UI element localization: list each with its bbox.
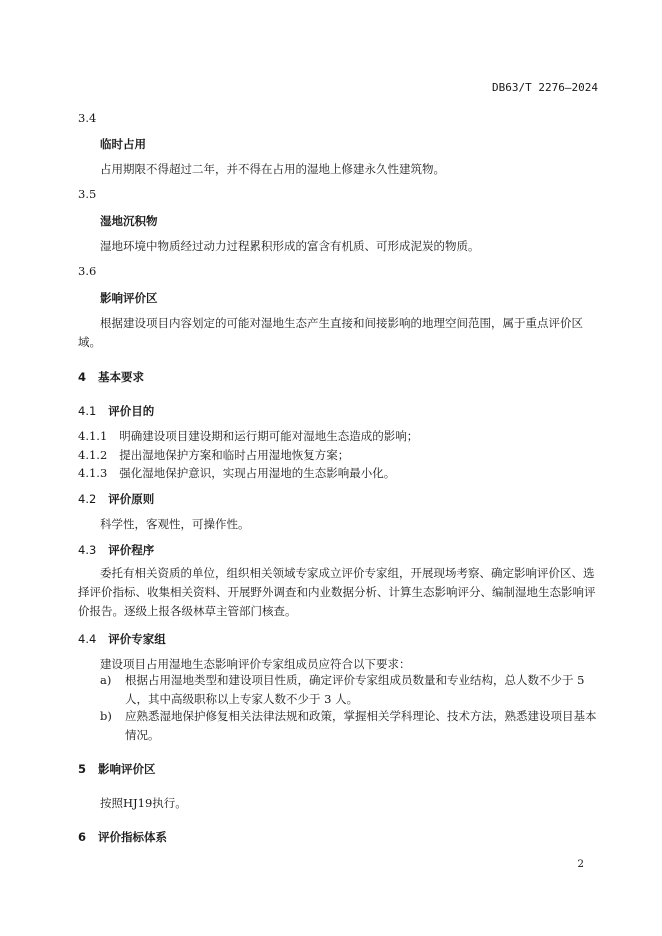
chapter-title: 影响评价区 xyxy=(98,762,156,776)
term-definition: 湿地环境中物质经过动力过程累积形成的富含有机质、可形成泥炭的物质。 xyxy=(100,239,480,253)
section-number: 4.3 xyxy=(78,543,97,557)
section-number: 4.4 xyxy=(78,632,97,646)
paragraph: 按照HJ19执行。 xyxy=(100,796,187,810)
item-text: 明确建设项目建设期和运行期可能对湿地生态造成的影响； xyxy=(119,429,419,443)
section-title: 评价原则 xyxy=(108,492,155,506)
term-title: 临时占用 xyxy=(100,137,146,151)
list-item xyxy=(78,465,395,481)
item-number: 4.1.1 xyxy=(78,429,108,443)
chapter-number: 6 xyxy=(78,830,87,844)
list-item-text: 根据占用湿地类型和建设项目性质，确定评价专家组成员数量和专业结构，总人数不少于 5 人，其中高级职称以上专家人数不少于 3 人。 xyxy=(125,673,585,706)
document-code: DB63/T 2276—2024 xyxy=(492,81,598,94)
item-text: 提出湿地保护方案和临时占用湿地恢复方案； xyxy=(119,448,350,462)
list-item-text: 应熟悉湿地保护修复相关法律法规和政策，掌握相关学科理论、技术方法，熟悉建设项目基本情况。 xyxy=(125,709,597,742)
section-heading xyxy=(78,403,154,419)
paragraph: 委托有相关资质的单位，组织相关领域专家成立评价专家组，开展现场考察、确定影响评价区、选择评价指标、收集相关资料、开展野外调查和内业数据分析、计算生态影响评分、编制湿地生态影响评价报告。逐级上报各级林草主管部门核查。 xyxy=(78,566,596,618)
section-number: 4.2 xyxy=(78,492,97,506)
chapter-heading xyxy=(78,829,167,845)
term-definition: 根据建设项目内容划定的可能对湿地生态产生直接和间接影响的地理空间范围，属于重点评价区域。 xyxy=(78,316,583,349)
list-label: b) xyxy=(100,709,112,723)
section-title: 评价程序 xyxy=(108,543,155,557)
section-number: 3.6 xyxy=(78,264,97,278)
page-number: 2 xyxy=(577,858,584,870)
section-heading xyxy=(78,542,154,558)
chapter-title: 基本要求 xyxy=(98,370,145,384)
term-title: 湿地沉积物 xyxy=(100,214,158,228)
section-heading xyxy=(78,491,154,507)
term-title: 影响评价区 xyxy=(100,291,158,305)
list-item xyxy=(78,428,418,444)
chapter-heading xyxy=(78,761,156,777)
chapter-number: 4 xyxy=(78,370,87,384)
term-definition: 占用期限不得超过二年，并不得在占用的湿地上修建永久性建筑物。 xyxy=(100,162,445,176)
chapter-heading xyxy=(78,369,144,385)
chapter-number: 5 xyxy=(78,762,87,776)
section-number: 4.1 xyxy=(78,404,97,418)
paragraph: 建设项目占用湿地生态影响评价专家组成员应符合以下要求： xyxy=(100,657,411,671)
section-number: 3.5 xyxy=(78,187,97,201)
chapter-title: 评价指标体系 xyxy=(98,830,168,844)
item-text: 强化湿地保护意识，实现占用湿地的生态影响最小化。 xyxy=(119,466,396,480)
item-number: 4.1.3 xyxy=(78,466,108,480)
list-item xyxy=(78,447,349,463)
section-heading xyxy=(78,631,166,647)
list-label: a) xyxy=(100,673,112,687)
section-title: 评价目的 xyxy=(108,404,155,418)
paragraph: 科学性，客观性，可操作性。 xyxy=(100,517,250,531)
section-title: 评价专家组 xyxy=(108,632,166,646)
section-number: 3.4 xyxy=(78,111,97,125)
item-number: 4.1.2 xyxy=(78,448,108,462)
